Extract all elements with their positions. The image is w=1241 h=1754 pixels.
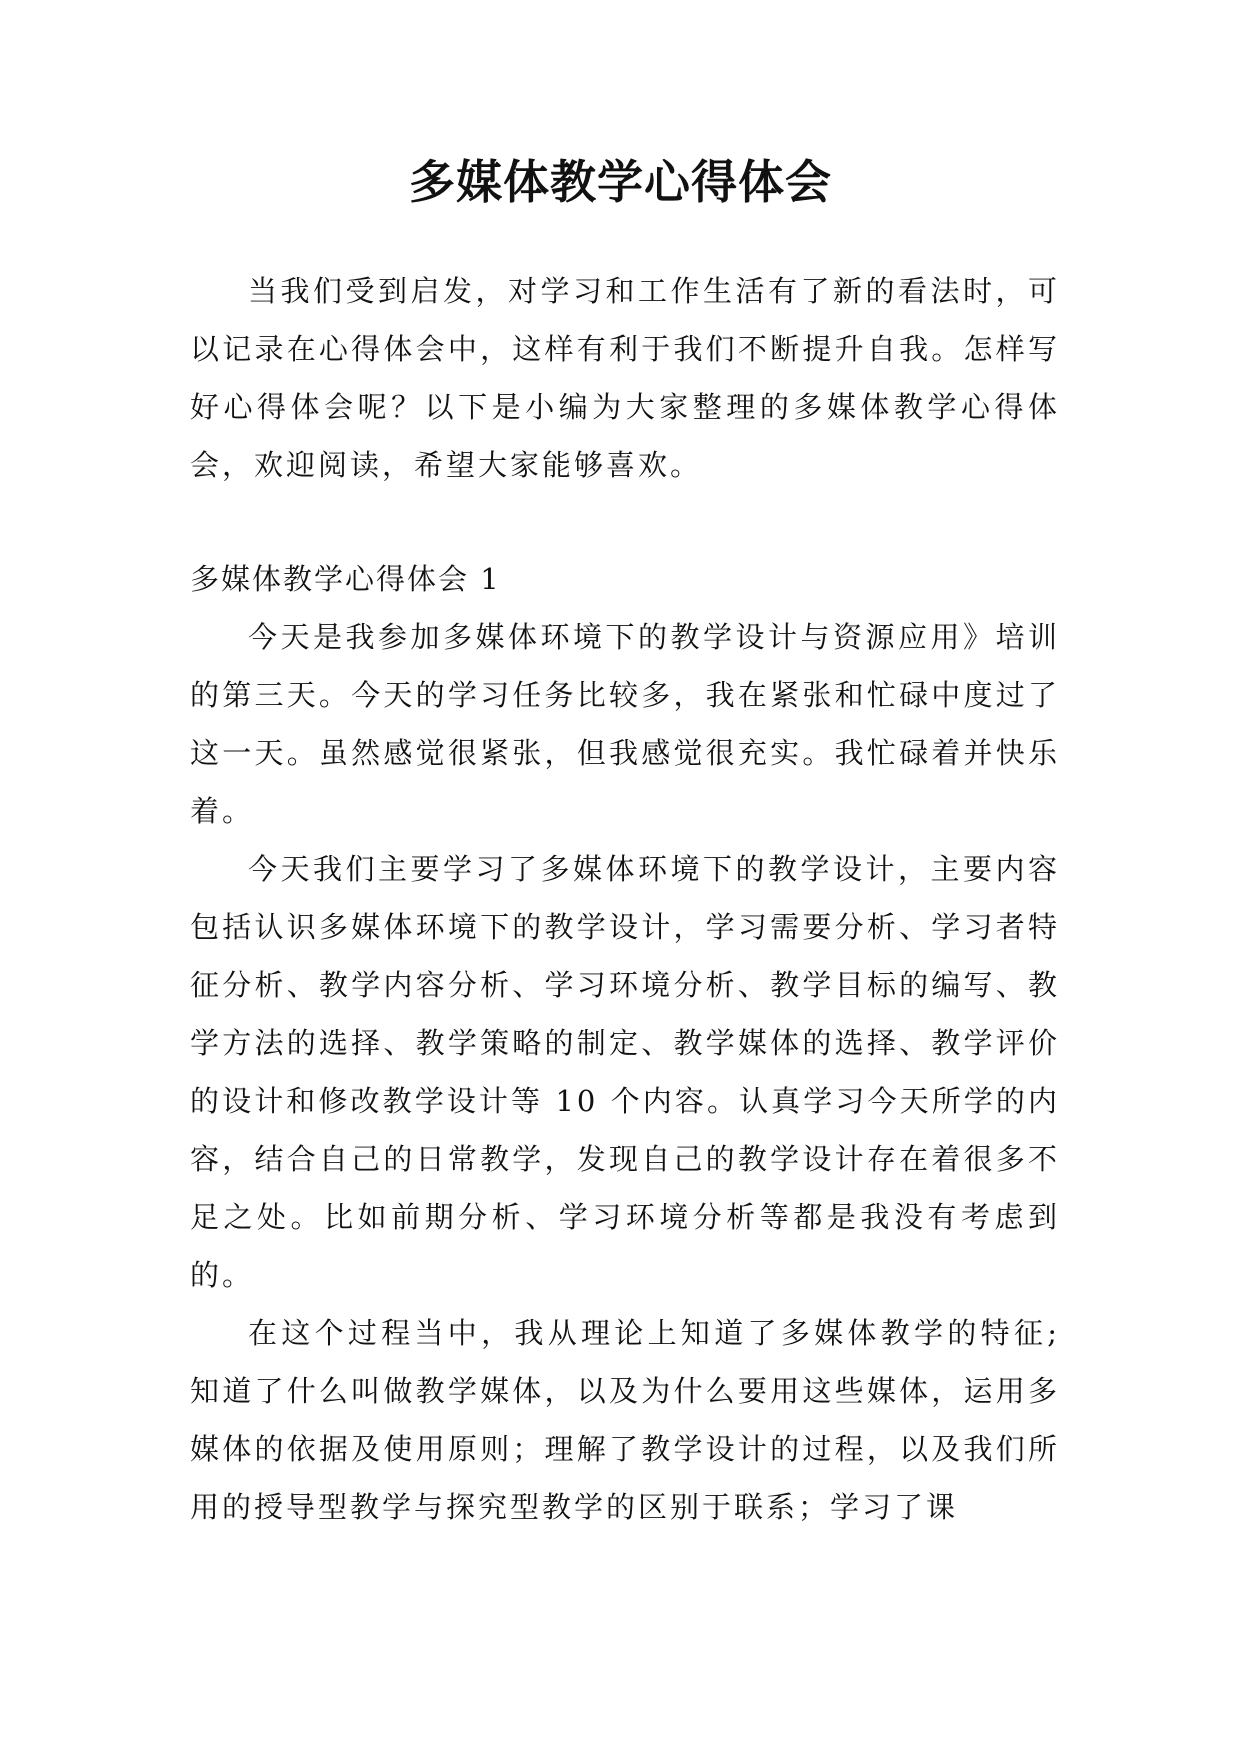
intro-paragraph: 当我们受到启发，对学习和工作生活有了新的看法时，可以记录在心得体会中，这样有利于我们不断提升自我。怎样写好心得体会呢？以下是小编为大家整理的多媒体教学心得体会，欢迎阅读，希望大家能够喜欢。 [190, 274, 1060, 482]
body-paragraph-2: 今天我们主要学习了多媒体环境下的教学设计，主要内容包括认识多媒体环境下的教学设计，学习需要分析、学习者特征分析、教学内容分析、学习环境分析、教学目标的编写、教学方法的选择、教学策略的制定、教学媒体的选择、教学评价的设计和修改教学设计等 10 个内容。认真学习今天所学的内容，结合自己的日常教学，发现自己的教学设计存在着很多不足之处。比如前期分析、学习环境分析等都是我没有考虑到的。 [190, 852, 1060, 1292]
body-paragraph-1: 今天是我参加多媒体环境下的教学设计与资源应用》培训的第三天。今天的学习任务比较多，我在紧张和忙碌中度过了这一天。虽然感觉很紧张，但我感觉很充实。我忙碌着并快乐着。 [190, 620, 1060, 828]
body-paragraph-3: 在这个过程当中，我从理论上知道了多媒体教学的特征;知道了什么叫做教学媒体，以及为什么要用这些媒体，运用多媒体的依据及使用原则；理解了教学设计的过程，以及我们所用的授导型教学与探究型教学的区别于联系；学习了课 [190, 1316, 1060, 1524]
document-body [190, 262, 1060, 1536]
document-title: 多媒体教学心得体会 [409, 155, 832, 209]
section-heading: 多媒体教学心得体会 1 [190, 562, 501, 596]
